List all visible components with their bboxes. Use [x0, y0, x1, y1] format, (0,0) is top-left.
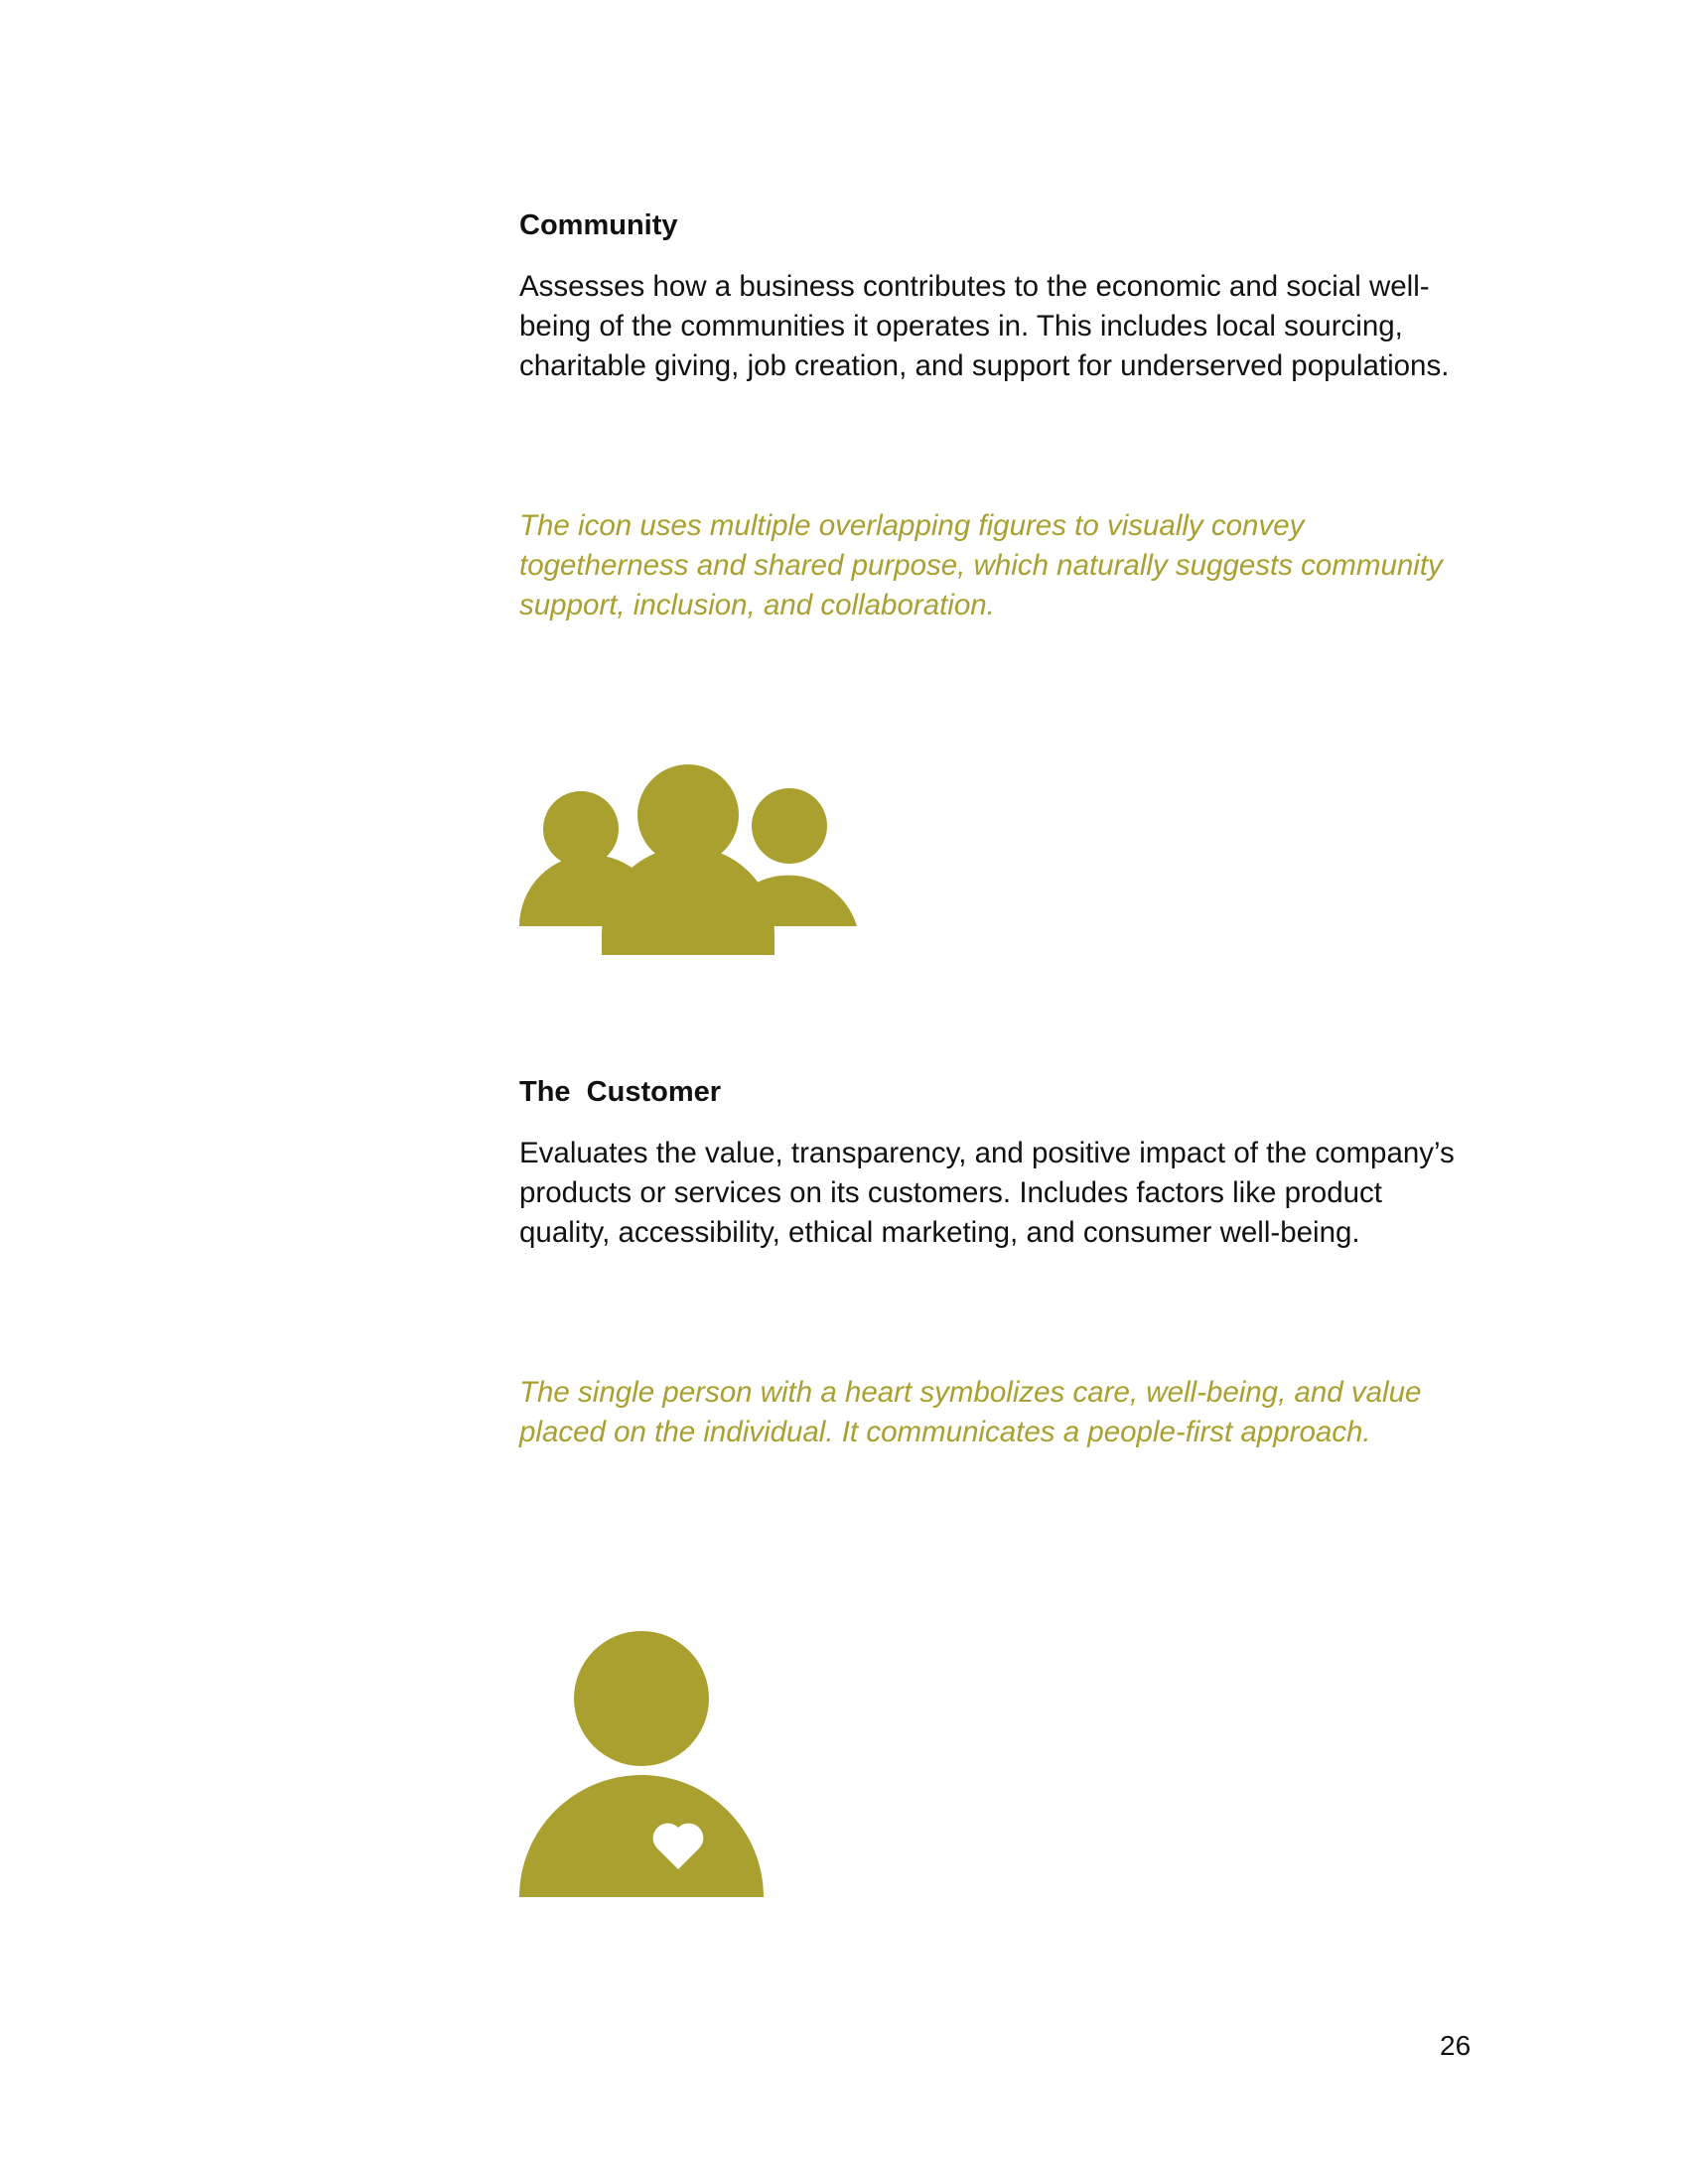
customer-icon-note: The single person with a heart symbolizes care, well-being, and value placed on the individual. It communicates a people-first approach. — [519, 1376, 1422, 1448]
customer-heading: The Customer — [519, 1076, 722, 1108]
customer-description: Evaluates the value, transparency, and positive impact of the company’s products or services on its customers. Includes factors like product quality, accessibility, ethical marketing, and consumer well-being. — [519, 1137, 1455, 1249]
community-heading: Community — [519, 209, 678, 241]
community-icon-note: The icon uses multiple overlapping figures to visually convey togetherness and shared purpose, which naturally suggests community support, inclusion, and collaboration. — [519, 509, 1443, 621]
community-description: Assesses how a business contributes to the economic and social well-being of the communities it operates in. This includes local sourcing, charitable giving, job creation, and support for underserved populations. — [519, 270, 1450, 382]
community-people-icon — [519, 764, 857, 955]
person-heart-icon — [519, 1631, 764, 1897]
page-number: 26 — [1440, 2030, 1472, 2061]
